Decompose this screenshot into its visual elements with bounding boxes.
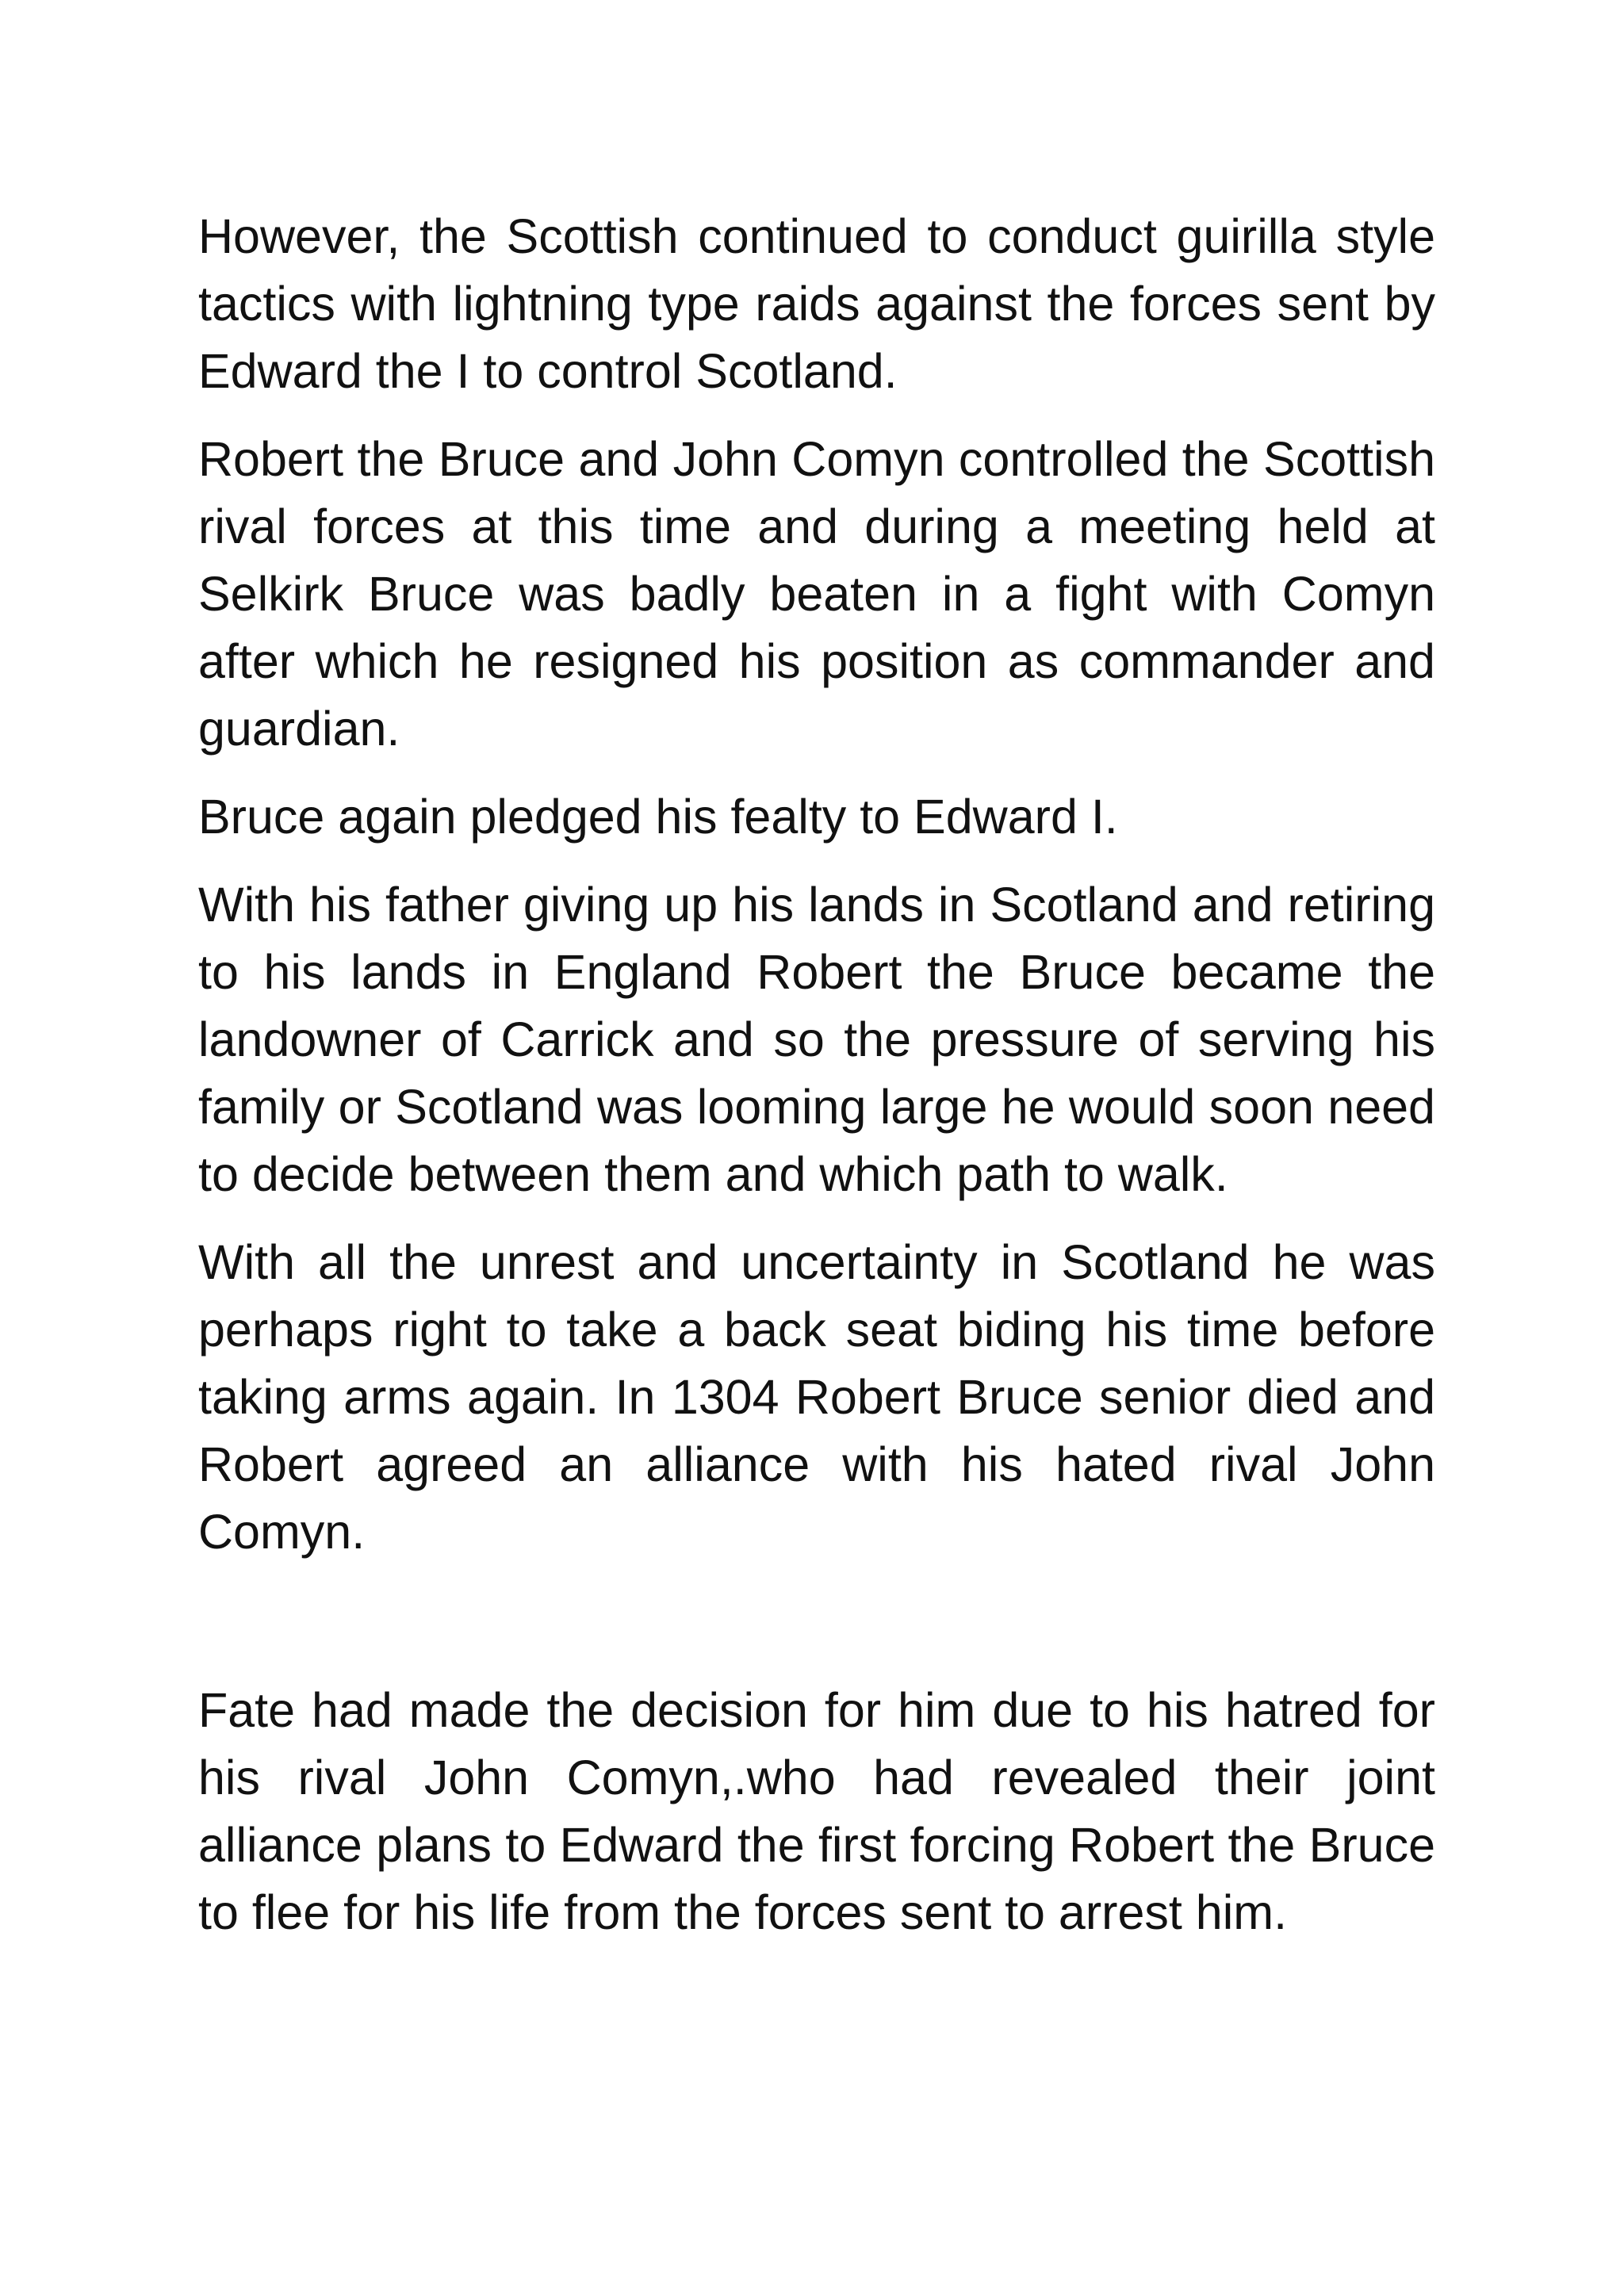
paragraph-2: Robert the Bruce and John Comyn controlled the Scottish rival forces at this time and during a meeting held at Selkirk Bruce was badly beaten in a fight with Comyn after which he resigned his position as commander and guardian. bbox=[198, 432, 1435, 756]
paragraph-1: However, the Scottish continued to conduct guirilla style tactics with lightning type raids against the forces sent by Edward the I to control Scotland. bbox=[198, 209, 1435, 398]
document-body bbox=[198, 203, 1435, 1967]
blank-line bbox=[198, 1586, 1435, 1677]
paragraph-3: Bruce again pledged his fealty to Edward I. bbox=[198, 790, 1118, 844]
paragraph-4: With his father giving up his lands in Scotland and retiring to his lands in England Robert the Bruce became the landowner of Carrick and so the pressure of serving his family or Scotland was looming large he would soon need to decide between them and which path to walk. bbox=[198, 878, 1435, 1201]
paragraph-5: With all the unrest and uncertainty in Scotland he was perhaps right to take a back seat biding his time before taking arms again. In 1304 Robert Bruce senior died and Robert agreed an alliance with his hated rival John Comyn. bbox=[198, 1235, 1435, 1559]
paragraph-6: Fate had made the decision for him due to his hatred for his rival John Comyn,.who had revealed their joint alliance plans to Edward the first forcing Robert the Bruce to flee for his life from the forces sent to arrest him. bbox=[198, 1683, 1435, 1939]
